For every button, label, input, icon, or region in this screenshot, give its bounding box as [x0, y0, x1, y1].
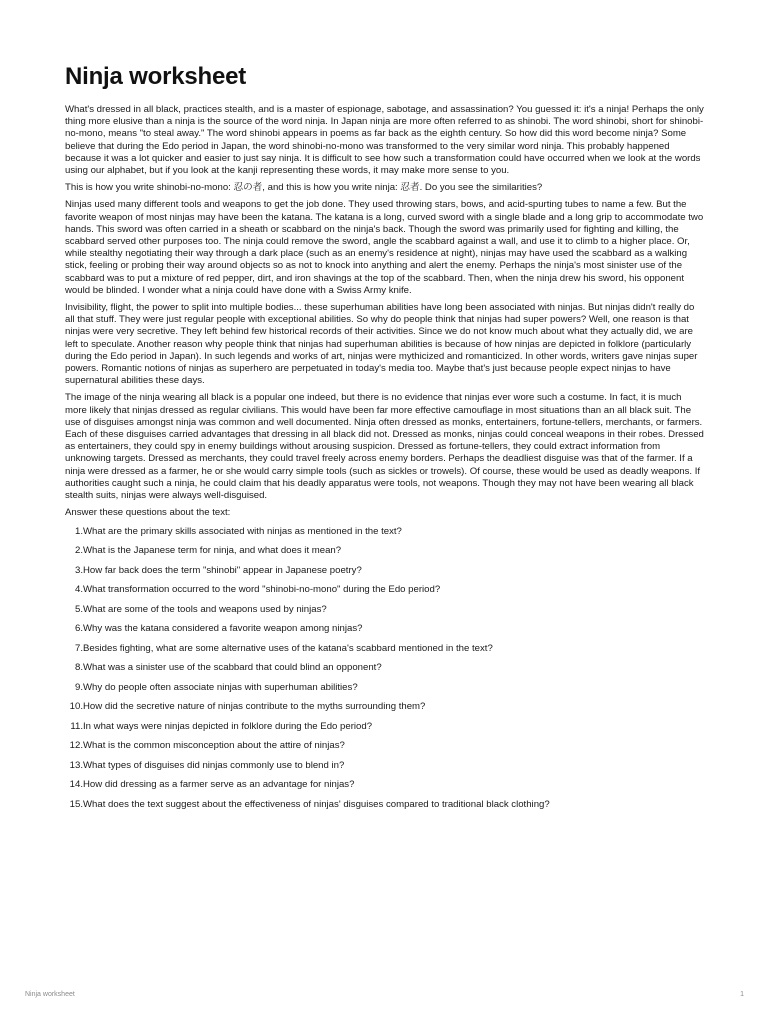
question-number: 13.	[69, 759, 83, 771]
question-text: What transformation occurred to the word "shinobi-no-mono" during the Edo period?	[83, 584, 441, 595]
question-text: How did dressing as a farmer serve as an advantage for ninjas?	[83, 779, 355, 790]
page-number: 1	[740, 991, 744, 998]
question-text: Why was the katana considered a favorite weapon among ninjas?	[83, 623, 363, 634]
question-number: 9.	[74, 681, 83, 693]
question-number: 15.	[69, 798, 83, 810]
list-item	[65, 799, 705, 811]
list-item	[65, 701, 705, 713]
footer-title: Ninja worksheet	[25, 991, 75, 998]
question-list	[65, 526, 705, 811]
question-text: What is the common misconception about the attire of ninjas?	[83, 740, 345, 751]
list-item	[65, 565, 705, 577]
page-title: Ninja worksheet	[65, 63, 247, 90]
list-item	[65, 584, 705, 596]
question-text: What are the primary skills associated with ninjas as mentioned in the text?	[83, 525, 402, 537]
question-text: In what ways were ninjas depicted in folklore during the Edo period?	[83, 720, 373, 732]
list-item	[65, 623, 705, 635]
intro-paragraph: What's dressed in all black, practices stealth, and is a master of espionage, sabotage, and assassination? You guessed it: it's a ninja! Perhaps the only thing more elusive than a ninja is the source of the word ninja. In Japan ninja are more often referred to as shinobi. The word shinobi, short for shinobi-no-mono, means "to steal away." The word shinobi appears in poems as far back as the eighth century. So how did this word become ninja? Some believe that during the Edo period in Japan, the word shinobi-no-mono was transformed to the very similar word ninja. This probably happened because it was a lot quicker and easier to just say ninja. It is difficult to see how such a transformation could have occurred when we look at the words using our alphabet, but if you look at the kanji representing these words, it may make more sense to you.	[65, 104, 704, 177]
question-number: 11.	[70, 720, 83, 732]
list-item	[65, 721, 705, 733]
question-number: 12.	[69, 740, 83, 751]
abilities-paragraph: Invisibility, flight, the power to split into multiple bodies... these superhuman abilities have long been associated with ninjas. But ninjas didn't really do all that stuff. They were just regular people with exceptional abilities. So why do people think that ninjas had super powers? Well, one reason is that ninjas were very secretive. They left behind few historical records of their activities. Since we do not know much about what they actually did, we are left to speculate. Another reason why people think that ninjas had superhuman abilities is because of how ninjas are depicted in folklore (particularly during the Edo period in Japan). In such legends and works of art, ninjas were mythicized and romanticized. In other words, writers gave ninjas super powers. Romantic notions of ninjas as superhero are perpetuated in today's media too. Maybe that's just because people expect ninjas to have supernatural abilities these days.	[65, 302, 698, 387]
list-item	[65, 760, 705, 772]
question-text: How far back does the term "shinobi" appear in Japanese poetry?	[83, 564, 362, 576]
question-number: 10.	[69, 701, 83, 712]
question-text: What is the Japanese term for ninja, and what does it mean?	[83, 545, 342, 556]
list-item	[65, 526, 705, 538]
question-number: 5.	[74, 603, 83, 615]
question-text: What does the text suggest about the effectiveness of ninjas' disguises compared to traditional black clothing?	[83, 798, 550, 810]
question-text: What was a sinister use of the scabbard that could blind an opponent?	[83, 662, 382, 673]
question-text: Besides fighting, what are some alternative uses of the katana's scabbard mentioned in the text?	[83, 642, 493, 654]
question-number: 4.	[74, 584, 83, 595]
question-number: 7.	[74, 642, 83, 654]
list-item	[65, 604, 705, 616]
question-number: 1.	[74, 525, 83, 537]
weapons-paragraph: Ninjas used many different tools and weapons to get the job done. They used throwing stars, bows, and acid-spurting tubes to name a few. But the favorite weapon of most ninjas may have been the katana. The katana is a long, curved sword with a single blade and a long grip to accommodate two hands. This sword was often carried in a sheath or scabbard on the ninja's back. Though the sword was primarily used for fighting and killing, the scabbard served other purposes too. The ninja could remove the sword, angle the scabbard against a wall, and use it to climb to a higher place. Or, while stealthy negotiating their way through a dark place (such as an enemy's residence at night), ninjas may have used the scabbard as a walking stick, feeling or probing their way around objects so as not to knock into anything and alert the enemy. Perhaps the ninja's most sinister use of the scabbard was to put a mixture of red pepper, dirt, and iron shavings at the top of the scabbard. Then, when the ninja drew his sword, his opponent would be blinded. I wonder what a ninja could have done with a Swiss Army knife.	[65, 199, 704, 296]
list-item	[65, 682, 705, 694]
question-text: What types of disguises did ninjas commonly use to blend in?	[83, 759, 345, 771]
list-item	[65, 545, 705, 557]
question-number: 14.	[69, 779, 83, 790]
disguise-paragraph: The image of the ninja wearing all black is a popular one indeed, but there is no evidence that ninjas ever wore such a costume. In fact, it is much more likely that ninjas dressed as regular civilians. This would have been far more effective camouflage in most situations than an all black suit. The use of disguises amongst ninja was common and well documented. Ninja often dressed as monks, entertainers, fortune-tellers, merchants, or farmers. Each of these disguises carried advantages that dressing in all black did not. Dressed as monks, ninjas could conceal weapons in their robes. Dressed as entertainers, they could spy in enemy buildings without arousing suspicion. Dressed as fortune-tellers, they could extract information from unknowing targets. Dressed as merchants, they could travel freely across enemy borders. Perhaps the deadliest disguise was that of the farmer. If a ninja were dressed as a farmer, he or she would carry simple tools (such as sickles or trowels). Of course, these would be used as deadly weapons. If authorities caught such a ninja, he could claim that his deadly apparatus were tools, not weapons. Though they may not have been wearing all black stealth suits, ninjas were always well-disguised.	[65, 392, 704, 502]
list-item	[65, 643, 705, 655]
list-item	[65, 740, 705, 752]
question-number: 2.	[74, 545, 83, 556]
question-text: What are some of the tools and weapons used by ninjas?	[83, 603, 327, 615]
question-text: Why do people often associate ninjas with superhuman abilities?	[83, 681, 358, 693]
question-text: How did the secretive nature of ninjas contribute to the myths surrounding them?	[83, 701, 426, 712]
list-item	[65, 779, 705, 791]
questions-instruction: Answer these questions about the text:	[65, 507, 231, 519]
list-item	[65, 662, 705, 674]
question-number: 6.	[74, 623, 83, 634]
worksheet-page	[65, 62, 705, 818]
question-number: 3.	[74, 564, 83, 576]
question-number: 8.	[74, 662, 83, 673]
kanji-paragraph: This is how you write shinobi-no-mono: 忍の者, and this is how you write ninja: 忍者. Do you see the similarities?	[65, 182, 543, 194]
